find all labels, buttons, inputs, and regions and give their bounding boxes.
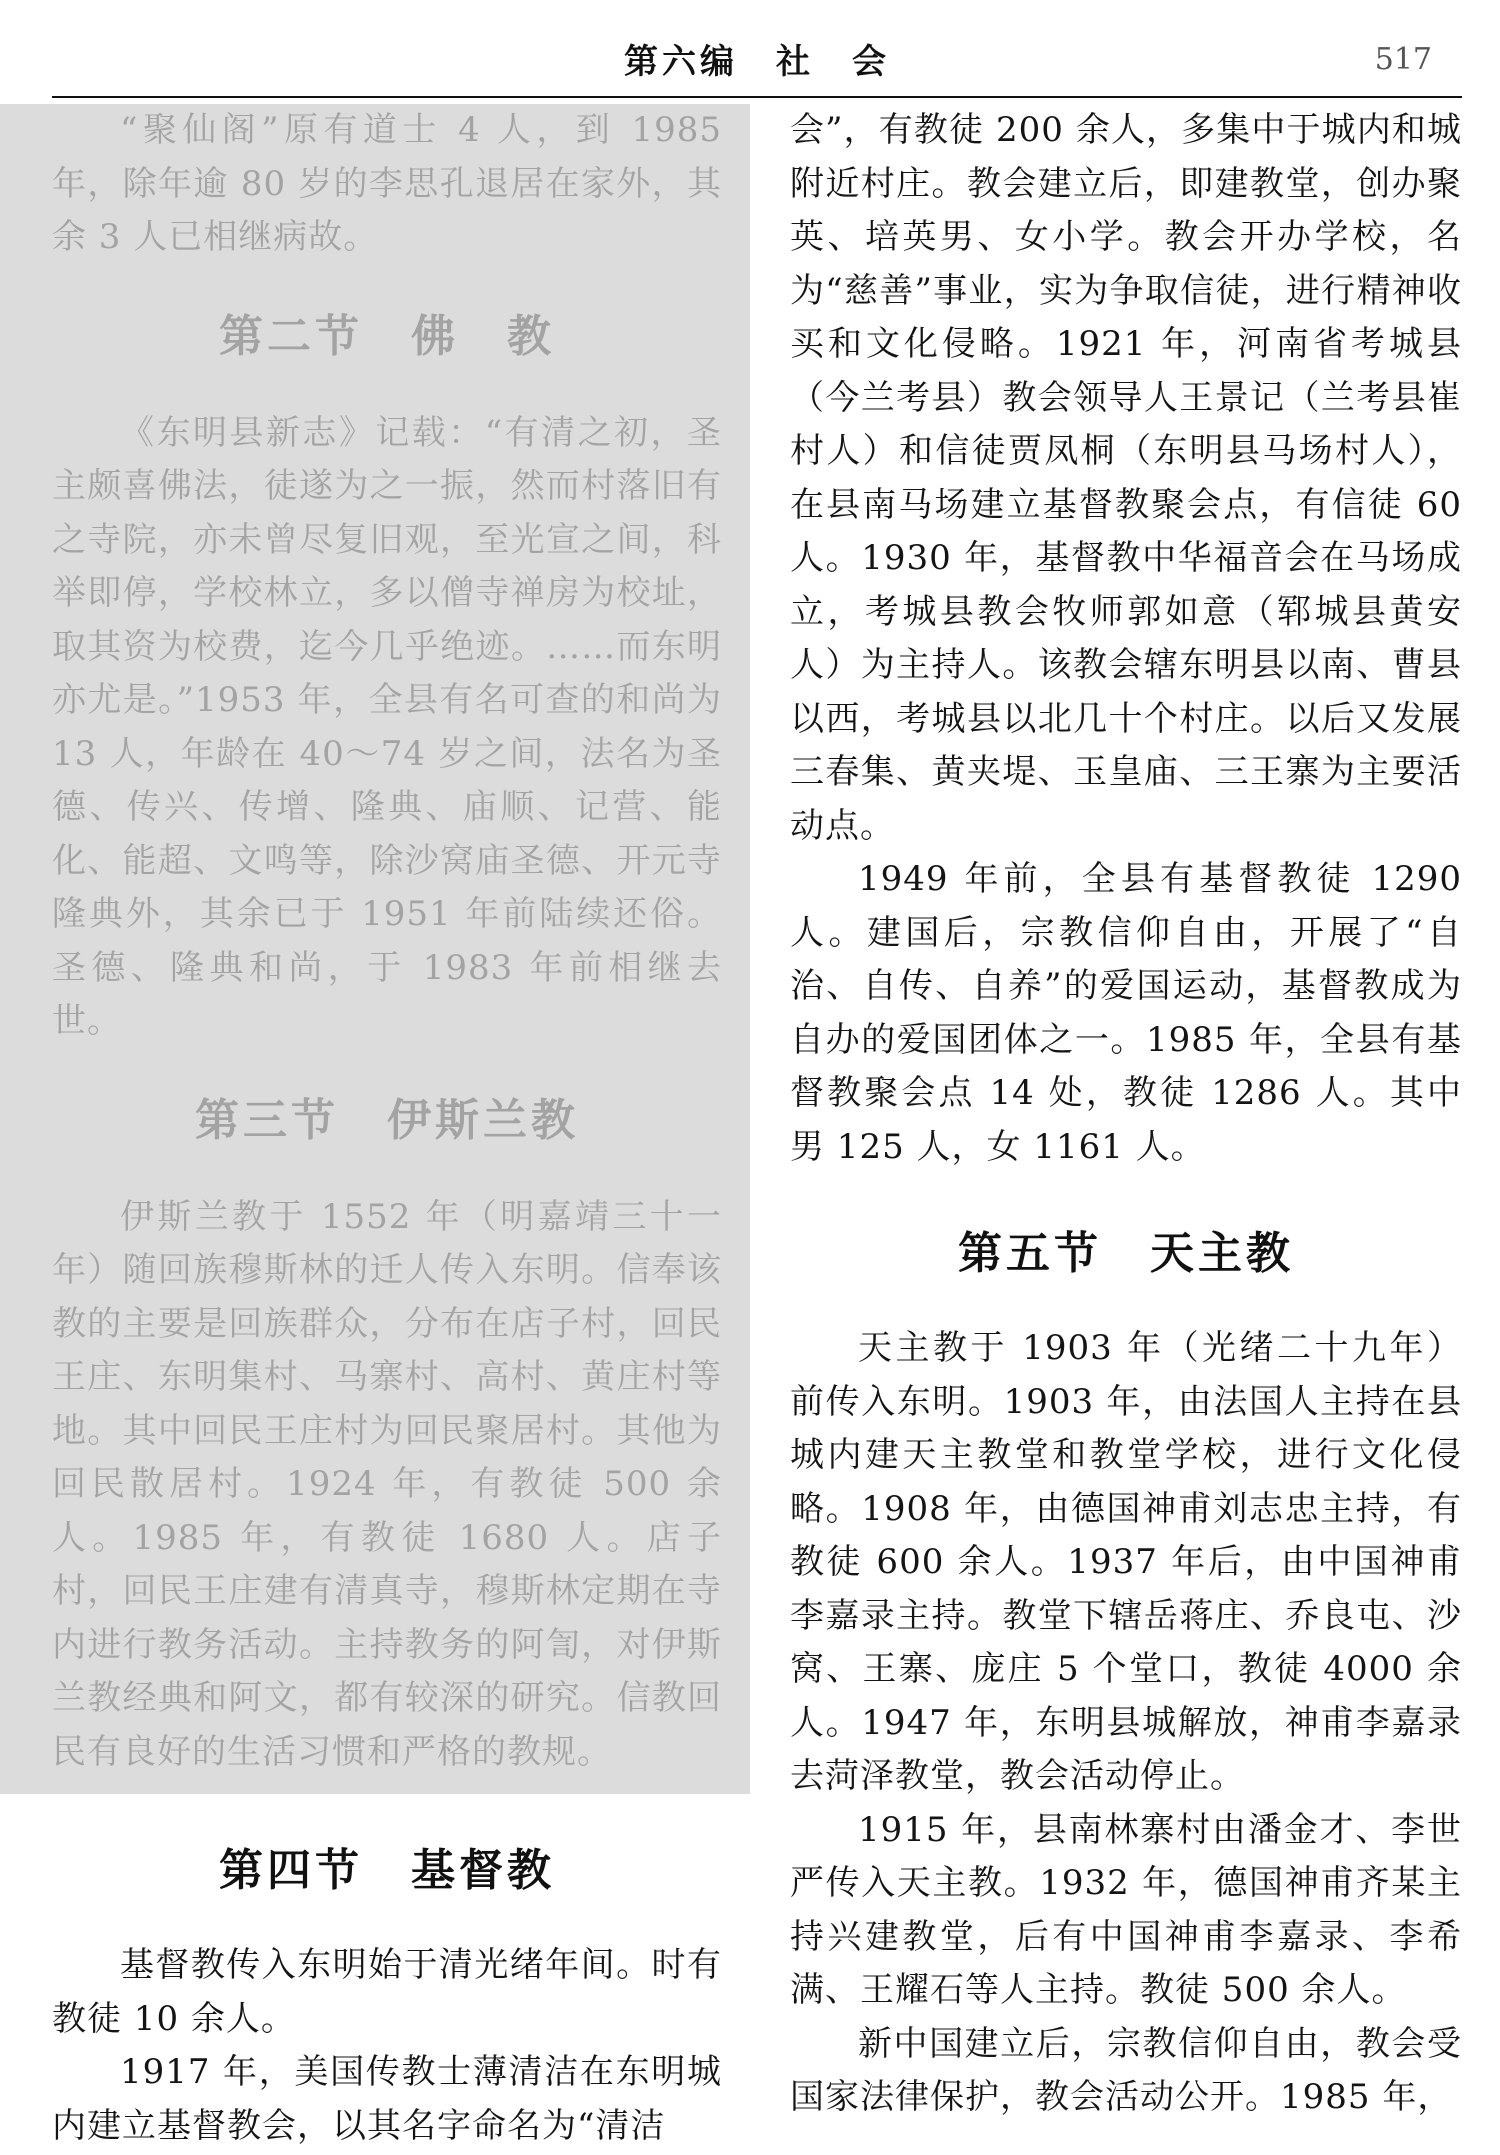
taoism-paragraph: “聚仙阁”原有道士 4 人，到 1985 年，除年逾 80 岁的李思孔退居在家外，其余 3 人已相继病故。 xyxy=(52,110,722,257)
buddhism-paragraph: 《东明县新志》记载：“有清之初，圣主颇喜佛法，徒遂为之一振，然而村落旧有之寺院，亦未曾尽复旧观，至光宣之间，科举即停，学校林立，多以僧寺禅房为校址，取其资为校费，迄今几乎绝迹。……而东明亦尤是。”1953 年，全县有名可查的和尚为 13 人，年龄在 40～74 岁之间，法名为圣德、传兴、传增、隆典、庙顺、记营、能化、能超、文鸣等，除沙窝庙圣德、开元寺隆典外，其余已于 1951 年前陆续还俗。圣德、隆典和尚，于 1983 年前相继去世。 xyxy=(52,412,722,1041)
catholicism-section xyxy=(790,1224,1462,2125)
right-column xyxy=(790,104,1462,2125)
christianity-continued-paragraph: 会”，有教徒 200 余人，多集中于城内和城附近村庄。教会建立后，即建教堂，创办聚英、培英男、女小学。教会开办学校，名为“慈善”事业，实为争取信徒，进行精神收买和文化侵略。1921 年，河南省考城县（今兰考县）教会领导人王景记（兰考县崔村人）和信徒贾凤桐（东明县马场村人），在县南马场建立基督教聚会点，有信徒 60 人。1930 年，基督教中华福音会在马场成立，考城县教会牧师郭如意（郓城县黄安人）为主持人。该教会辖东明县以南、曹县以西，考城县以北几十个村庄。以后又发展三春集、黄夹堤、玉皇庙、三王寨为主要活动点。 xyxy=(790,110,1462,846)
catholicism-paragraph-1: 天主教于 1903 年（光绪二十九年）前传入东明。1903 年，由法国人主持在县城内建天主教堂和教堂学校，进行文化侵略。1908 年，由德国神甫刘志忠主持，有教徒 600 余人。1937 年后，由中国神甫李嘉录主持。教堂下辖岳蒋庄、乔良屯、沙窝、王寨、庞庄 5 个堂口，教徒 4000 余人。1947 年，东明县城解放，神甫李嘉录去菏泽教堂，教会活动停止。 xyxy=(790,1328,1462,1796)
christianity-section xyxy=(52,1841,722,2153)
islam-heading: 第三节 伊斯兰教 xyxy=(195,1094,579,1146)
faded-section xyxy=(52,104,722,1779)
running-header xyxy=(52,0,1462,98)
buddhism-heading: 第二节 佛 教 xyxy=(219,310,555,362)
catholicism-paragraph-2: 1915 年，县南林寨村由潘金才、李世严传入天主教。1932 年，德国神甫齐某主持兴建教堂，后有中国神甫李嘉录、李希满、王耀石等人主持。教徒 500 余人。 xyxy=(790,1809,1462,2010)
christianity-paragraph-2: 1917 年，美国传教士薄清洁在东明城内建立基督教会，以其名字命名为“清洁 xyxy=(52,2052,722,2146)
catholicism-paragraph-3: 新中国建立后，宗教信仰自由，教会受国家法律保护，教会活动公开。1985 年， xyxy=(790,2023,1462,2117)
christianity-paragraph-3: 1949 年前，全县有基督教徒 1290 人。建国后，宗教信仰自由，开展了“自治、自传、自养”的爱国运动，基督教成为自办的爱国团体之一。1985 年，全县有基督教聚会点 14 处，教徒 1286 人。其中男 125 人，女 1161 人。 xyxy=(790,859,1462,1167)
christianity-heading: 第四节 基督教 xyxy=(219,1845,555,1896)
islam-paragraph: 伊斯兰教于 1552 年（明嘉靖三十一年）随回族穆斯林的迁人传入东明。信奉该教的主要是回族群众，分布在店子村，回民王庄、东明集村、马寨村、高村、黄庄村等地。其中回民王庄村为回民聚居村。其他为回民散居村。1924 年，有教徒 500 余人。1985 年，有教徒 1680 人。店子村，回民王庄建有清真寺，穆斯林定期在寺内进行教务活动。主持教务的阿訇，对伊斯兰教经典和阿文，都有较深的研究。信教回民有良好的生活习惯和严格的教规。 xyxy=(52,1196,722,1772)
left-column xyxy=(52,104,722,2153)
christianity-paragraph-1: 基督教传入东明始于清光绪年间。时有教徒 10 余人。 xyxy=(52,1945,722,2039)
header-title: 第六编 社 会 xyxy=(624,42,890,82)
catholicism-heading: 第五节 天主教 xyxy=(958,1228,1294,1279)
page-number: 517 xyxy=(1374,42,1432,77)
